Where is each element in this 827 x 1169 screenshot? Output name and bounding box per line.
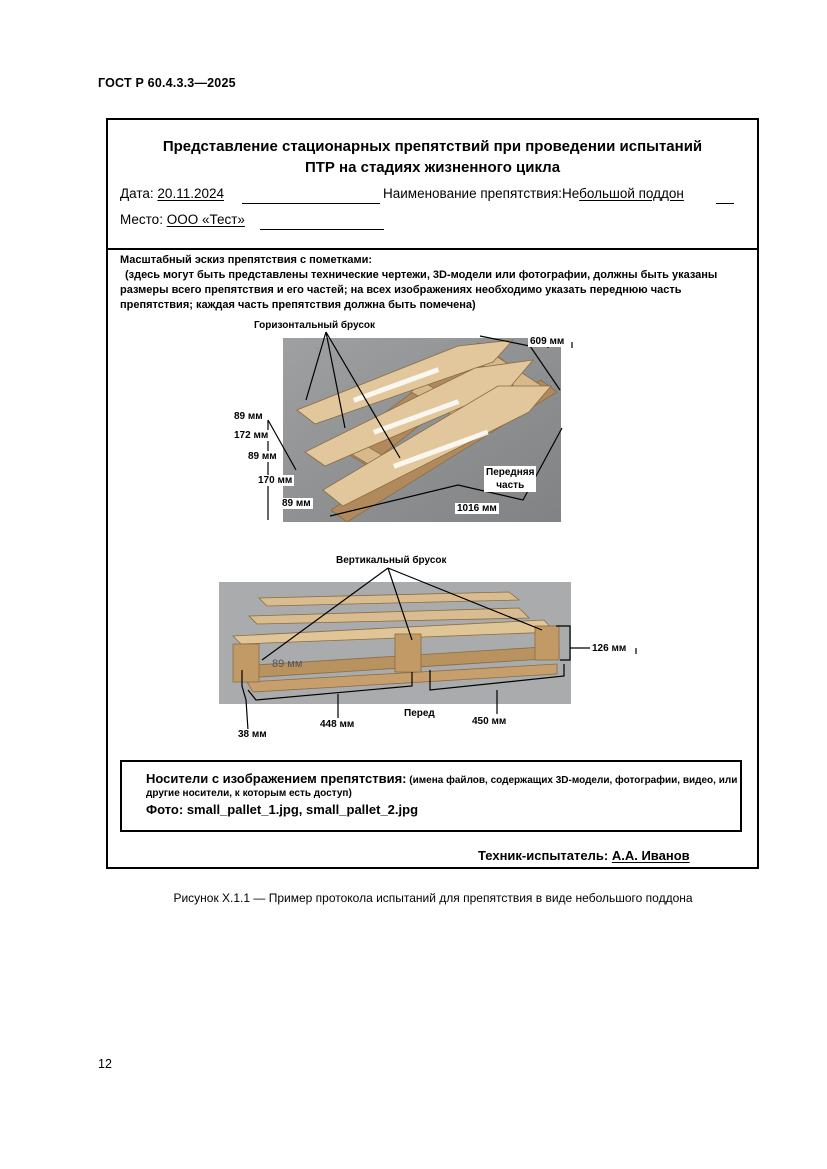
dim-left-4: 170 мм [258, 475, 293, 486]
technician-name: А.А. Иванов [611, 848, 690, 863]
dim-38: 38 мм [238, 729, 267, 740]
sketch-title: Масштабный эскиз препятствия с пометками: [120, 254, 373, 266]
obstacle-label: Наименование препятствия: [383, 186, 563, 201]
dim-left-3: 89 мм [248, 451, 277, 462]
media-box [120, 760, 742, 832]
figure-caption: Рисунок Х.1.1 — Пример протокола испытаний для препятствия в виде небольшого поддона [173, 891, 693, 905]
media-title: Носители с изображением препятствия: [146, 771, 407, 786]
obstacle-value: большой поддон [579, 186, 684, 201]
photos-label: Фото: [146, 802, 184, 817]
front-label-line1: Передняя [486, 467, 535, 478]
label-vertical-bar: Вертикальный брусок [336, 555, 447, 566]
dim-left-1: 89 мм [234, 411, 263, 422]
media-photos [146, 802, 418, 817]
dim-block: 89 мм [272, 658, 303, 670]
place-label: Место: [120, 212, 163, 227]
dim-height: 126 мм [592, 643, 627, 654]
date-label: Дата: [120, 186, 154, 201]
dim-width: 609 мм [530, 336, 565, 347]
form-title-line2: ПТР на стадиях жизненного цикла [304, 159, 561, 176]
place-value: ООО «Тест» [166, 212, 245, 227]
label-horizontal-bar: Горизонтальный брусок [254, 320, 376, 331]
standard-header: ГОСТ Р 60.4.3.3—2025 [98, 76, 236, 90]
page-number: 12 [98, 1057, 112, 1071]
form-title-line1: Представление стационарных препятствий при проведении испытаний [162, 138, 703, 155]
media-note: (имена файлов, содержащих 3D-модели, фотографии, видео, или другие носители, к которым есть доступ) [146, 775, 738, 799]
dim-448: 448 мм [320, 719, 355, 730]
dim-left-5: 89 мм [282, 498, 311, 509]
dim-length: 1016 мм [457, 503, 497, 514]
obstacle-value-prefix: Не [562, 186, 580, 201]
technician-label: Техник-испытатель: [478, 848, 609, 863]
dim-left-2: 172 мм [234, 430, 269, 441]
technician [478, 848, 690, 863]
dim-450: 450 мм [472, 716, 507, 727]
media-description [146, 772, 741, 800]
photos-value: small_pallet_1.jpg, small_pallet_2.jpg [186, 802, 419, 817]
sketch-note: (здесь могут быть представлены технические чертежи, 3D-модели или фотографии, должны быть указаны размеры всего препятствия и его частей; на всех изображениях необходимо указать переднюю часть препятствия; каждая часть препятствия должна быть помечена) [120, 269, 718, 311]
front-label-side: Перед [404, 708, 435, 719]
date-value: 20.11.2024 [157, 186, 224, 201]
front-label-line2: часть [496, 480, 525, 491]
